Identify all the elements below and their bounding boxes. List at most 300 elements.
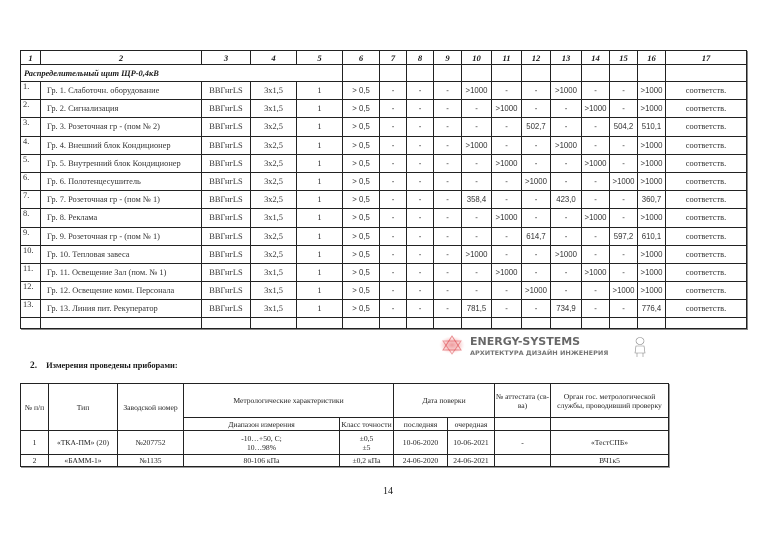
col-11: >1000	[492, 209, 522, 227]
row-number: 7.	[21, 191, 41, 209]
cable-brand: ВВГнгLS	[202, 118, 251, 136]
col-10: -	[462, 154, 492, 172]
col-12: 614,7	[522, 227, 551, 245]
column-header: 17	[666, 51, 747, 65]
group-name: Гр. 4. Внешний блок Кондиционер	[41, 136, 202, 154]
conformity-status: соответств.	[666, 263, 747, 281]
col-5: 1	[297, 300, 343, 318]
col-11: -	[492, 82, 522, 100]
row-last-date: 10-06-2020	[394, 431, 448, 455]
col-5: 1	[297, 209, 343, 227]
table-row	[21, 136, 747, 154]
cable-brand: ВВГнгLS	[202, 300, 251, 318]
col-15: -	[610, 82, 638, 100]
cable-section: 3х1,5	[251, 209, 297, 227]
conformity-status: соответств.	[666, 209, 747, 227]
col-11: -	[492, 282, 522, 300]
header-serial: Заводской номер	[118, 384, 184, 431]
col-6: > 0,5	[343, 209, 380, 227]
col-8: -	[407, 191, 434, 209]
col-5: 1	[297, 136, 343, 154]
conformity-status: соответств.	[666, 191, 747, 209]
col-16: >1000	[638, 100, 666, 118]
column-number-header-row	[21, 51, 747, 65]
col-13: -	[551, 263, 582, 281]
col-13: >1000	[551, 245, 582, 263]
conformity-status: соответств.	[666, 136, 747, 154]
row-number: 11.	[21, 263, 41, 281]
col-13: -	[551, 154, 582, 172]
cable-brand: ВВГнгLS	[202, 209, 251, 227]
col-6: > 0,5	[343, 154, 380, 172]
row-next-date: 10-06-2021	[448, 431, 495, 455]
row-number: 13.	[21, 300, 41, 318]
col-10: >1000	[462, 136, 492, 154]
cable-section: 3х1,5	[251, 100, 297, 118]
row-number: 1.	[21, 82, 41, 100]
column-header: 9	[434, 51, 462, 65]
col-10: >1000	[462, 245, 492, 263]
table-row	[21, 282, 747, 300]
col-11: -	[492, 172, 522, 190]
cable-section: 3х1,5	[251, 300, 297, 318]
col-11: >1000	[492, 154, 522, 172]
conformity-status: соответств.	[666, 154, 747, 172]
col-12: -	[522, 300, 551, 318]
group-name: Гр. 7. Розеточная гр - (пом № 1)	[41, 191, 202, 209]
conformity-status: соответств.	[666, 118, 747, 136]
column-header: 6	[343, 51, 380, 65]
cable-brand: ВВГнгLS	[202, 136, 251, 154]
col-6: > 0,5	[343, 191, 380, 209]
section-heading	[30, 361, 178, 371]
conformity-status: соответств.	[666, 300, 747, 318]
col-14: -	[582, 118, 610, 136]
col-14: >1000	[582, 100, 610, 118]
col-12: -	[522, 191, 551, 209]
section-title: Измерения проведены приборами:	[46, 361, 178, 370]
watermark-tagline: АРХИТЕКТУРА ДИЗАЙН ИНЖЕНЕРИЯ	[470, 349, 609, 357]
cable-brand: ВВГнгLS	[202, 263, 251, 281]
col-13: 423,0	[551, 191, 582, 209]
col-16: >1000	[638, 136, 666, 154]
col-6: > 0,5	[343, 100, 380, 118]
col-15: -	[610, 154, 638, 172]
col-13: -	[551, 227, 582, 245]
conformity-status: соответств.	[666, 282, 747, 300]
col-5: 1	[297, 245, 343, 263]
col-10: >1000	[462, 82, 492, 100]
col-9: -	[434, 209, 462, 227]
col-15: 597,2	[610, 227, 638, 245]
col-5: 1	[297, 263, 343, 281]
group-name: Гр. 9. Розеточная гр - (пом № 1)	[41, 227, 202, 245]
table-row	[21, 118, 747, 136]
cable-brand: ВВГнгLS	[202, 191, 251, 209]
col-6: > 0,5	[343, 172, 380, 190]
cable-section: 3х2,5	[251, 191, 297, 209]
header-range: Диапазон измерения	[184, 418, 340, 431]
cable-section: 3х2,5	[251, 136, 297, 154]
col-9: -	[434, 245, 462, 263]
col-7: -	[380, 191, 407, 209]
row-number: 10.	[21, 245, 41, 263]
measurement-results-table	[20, 50, 747, 329]
col-13: -	[551, 209, 582, 227]
header-row	[21, 384, 669, 418]
col-9: -	[434, 118, 462, 136]
col-8: -	[407, 118, 434, 136]
header-organization: Орган гос. метрологической службы, проводивший проверку	[551, 384, 669, 418]
col-14: -	[582, 136, 610, 154]
col-9: -	[434, 191, 462, 209]
col-6: > 0,5	[343, 136, 380, 154]
col-14: -	[582, 282, 610, 300]
col-7: -	[380, 118, 407, 136]
col-8: -	[407, 282, 434, 300]
group-name: Гр. 13. Линия пит. Рекуператор	[41, 300, 202, 318]
col-9: -	[434, 263, 462, 281]
star-logo-icon	[439, 336, 465, 354]
column-header: 4	[251, 51, 297, 65]
watermark-brand: ENERGY-SYSTEMS	[470, 335, 581, 348]
col-8: -	[407, 172, 434, 190]
row-last-date: 24-06-2020	[394, 455, 448, 467]
col-13: >1000	[551, 82, 582, 100]
table-row	[21, 172, 747, 190]
col-14: -	[582, 191, 610, 209]
empty-row	[21, 318, 747, 329]
row-organization: ВЧ1к5	[551, 455, 669, 467]
col-7: -	[380, 282, 407, 300]
col-10: -	[462, 172, 492, 190]
col-6: > 0,5	[343, 118, 380, 136]
column-header: 14	[582, 51, 610, 65]
row-serial: №207752	[118, 431, 184, 455]
header-certificate: № аттестата (св-ва)	[495, 384, 551, 418]
row-serial: №1135	[118, 455, 184, 467]
column-header: 8	[407, 51, 434, 65]
col-10: -	[462, 100, 492, 118]
row-certificate	[495, 455, 551, 467]
col-5: 1	[297, 191, 343, 209]
col-8: -	[407, 100, 434, 118]
col-11: >1000	[492, 263, 522, 281]
table-row	[21, 455, 669, 467]
conformity-status: соответств.	[666, 227, 747, 245]
col-15: -	[610, 300, 638, 318]
table-row	[21, 300, 747, 318]
col-9: -	[434, 172, 462, 190]
header-next: очередная	[448, 418, 495, 431]
col-11: -	[492, 300, 522, 318]
col-11: -	[492, 245, 522, 263]
col-10: -	[462, 118, 492, 136]
column-header: 7	[380, 51, 407, 65]
row-number: 3.	[21, 118, 41, 136]
col-8: -	[407, 209, 434, 227]
col-15: -	[610, 245, 638, 263]
row-num: 2	[21, 455, 49, 467]
row-type: «ТКА-ПМ» (20)	[49, 431, 118, 455]
cable-section: 3х2,5	[251, 227, 297, 245]
col-6: > 0,5	[343, 263, 380, 281]
row-type: «БАММ-1»	[49, 455, 118, 467]
header-type: Тип	[49, 384, 118, 431]
col-16: 360,7	[638, 191, 666, 209]
col-16: >1000	[638, 172, 666, 190]
col-5: 1	[297, 282, 343, 300]
group-name: Гр. 6. Полотенцесушитель	[41, 172, 202, 190]
col-10: 358,4	[462, 191, 492, 209]
col-12: -	[522, 154, 551, 172]
cable-section: 3х1,5	[251, 263, 297, 281]
table-row	[21, 263, 747, 281]
col-5: 1	[297, 172, 343, 190]
row-number: 8.	[21, 209, 41, 227]
col-10: 781,5	[462, 300, 492, 318]
instruments-table	[20, 383, 669, 467]
col-11: >1000	[492, 100, 522, 118]
col-7: -	[380, 172, 407, 190]
col-8: -	[407, 154, 434, 172]
col-9: -	[434, 282, 462, 300]
column-header: 11	[492, 51, 522, 65]
column-header: 1	[21, 51, 41, 65]
row-num: 1	[21, 431, 49, 455]
col-15: 504,2	[610, 118, 638, 136]
cable-section: 3х2,5	[251, 245, 297, 263]
col-6: > 0,5	[343, 300, 380, 318]
column-header: 13	[551, 51, 582, 65]
conformity-status: соответств.	[666, 100, 747, 118]
col-7: -	[380, 154, 407, 172]
header-num: № п/п	[21, 384, 49, 431]
group-name: Гр. 10. Тепловая завеса	[41, 245, 202, 263]
col-9: -	[434, 154, 462, 172]
table-row	[21, 245, 747, 263]
col-7: -	[380, 227, 407, 245]
col-15: >1000	[610, 172, 638, 190]
col-6: > 0,5	[343, 245, 380, 263]
col-14: -	[582, 300, 610, 318]
conformity-status: соответств.	[666, 172, 747, 190]
col-16: 776,4	[638, 300, 666, 318]
col-7: -	[380, 209, 407, 227]
col-14: -	[582, 172, 610, 190]
col-13: 734,9	[551, 300, 582, 318]
column-header: 15	[610, 51, 638, 65]
row-accuracy: ±0,2 кПа	[340, 455, 394, 467]
accuracy-line: ±0,5	[359, 433, 374, 443]
row-number: 12.	[21, 282, 41, 300]
group-name: Гр. 5. Внутренний блок Кондиционер	[41, 154, 202, 172]
cable-brand: ВВГнгLS	[202, 227, 251, 245]
col-8: -	[407, 82, 434, 100]
table-row	[21, 431, 669, 455]
col-14: -	[582, 227, 610, 245]
col-15: >1000	[610, 282, 638, 300]
col-10: -	[462, 263, 492, 281]
group-name: Гр. 1. Слаботочн. оборудование	[41, 82, 202, 100]
cable-brand: ВВГнгLS	[202, 172, 251, 190]
col-15: -	[610, 100, 638, 118]
col-12: -	[522, 209, 551, 227]
col-7: -	[380, 82, 407, 100]
group-name: Гр. 3. Розеточная гр - (пом № 2)	[41, 118, 202, 136]
row-number: 2.	[21, 100, 41, 118]
col-14: >1000	[582, 209, 610, 227]
col-10: -	[462, 282, 492, 300]
col-16: >1000	[638, 209, 666, 227]
col-15: -	[610, 263, 638, 281]
col-7: -	[380, 245, 407, 263]
col-16: 510,1	[638, 118, 666, 136]
section-row	[21, 65, 747, 82]
page-number: 14	[383, 486, 393, 497]
col-9: -	[434, 82, 462, 100]
column-header: 5	[297, 51, 343, 65]
cable-brand: ВВГнгLS	[202, 154, 251, 172]
col-15: -	[610, 209, 638, 227]
col-5: 1	[297, 100, 343, 118]
row-range	[184, 431, 340, 455]
col-7: -	[380, 300, 407, 318]
col-11: -	[492, 227, 522, 245]
col-5: 1	[297, 118, 343, 136]
col-12: -	[522, 263, 551, 281]
col-12: >1000	[522, 172, 551, 190]
row-organization: «ТестСПБ»	[551, 431, 669, 455]
col-12: -	[522, 136, 551, 154]
col-5: 1	[297, 227, 343, 245]
col-8: -	[407, 245, 434, 263]
row-number: 5.	[21, 154, 41, 172]
group-name: Гр. 11. Освещение Зал (пом. № 1)	[41, 263, 202, 281]
row-number: 4.	[21, 136, 41, 154]
col-12: >1000	[522, 282, 551, 300]
col-15: -	[610, 191, 638, 209]
cable-brand: ВВГнгLS	[202, 245, 251, 263]
table-row	[21, 209, 747, 227]
col-13: -	[551, 100, 582, 118]
col-10: -	[462, 209, 492, 227]
conformity-status: соответств.	[666, 82, 747, 100]
table-row	[21, 100, 747, 118]
col-7: -	[380, 100, 407, 118]
row-number: 6.	[21, 172, 41, 190]
col-9: -	[434, 300, 462, 318]
col-9: -	[434, 227, 462, 245]
group-name: Гр. 12. Освещение комн. Персонала	[41, 282, 202, 300]
column-header: 2	[41, 51, 202, 65]
row-number: 9.	[21, 227, 41, 245]
col-12: -	[522, 100, 551, 118]
col-12: -	[522, 82, 551, 100]
col-9: -	[434, 136, 462, 154]
col-6: > 0,5	[343, 282, 380, 300]
cable-section: 3х2,5	[251, 172, 297, 190]
col-5: 1	[297, 82, 343, 100]
col-15: -	[610, 136, 638, 154]
col-11: -	[492, 191, 522, 209]
engineer-figure-icon	[635, 338, 645, 358]
header-accuracy: Класс точности	[341, 419, 392, 429]
col-10: -	[462, 227, 492, 245]
col-12: -	[522, 245, 551, 263]
col-12: 502,7	[522, 118, 551, 136]
col-13: -	[551, 282, 582, 300]
table-row	[21, 227, 747, 245]
column-header: 10	[462, 51, 492, 65]
col-14: -	[582, 82, 610, 100]
section-title: Распределительный щит ЩР-0,4кВ	[21, 65, 343, 82]
col-16: >1000	[638, 154, 666, 172]
cable-section: 3х1,5	[251, 82, 297, 100]
row-certificate: -	[495, 431, 551, 455]
col-14: >1000	[582, 263, 610, 281]
row-next-date: 24-06-2021	[448, 455, 495, 467]
cable-brand: ВВГнгLS	[202, 282, 251, 300]
cable-brand: ВВГнгLS	[202, 100, 251, 118]
cable-section: 3х1,5	[251, 282, 297, 300]
group-name: Гр. 2. Сигнализация	[41, 100, 202, 118]
col-16: >1000	[638, 263, 666, 281]
col-9: -	[434, 100, 462, 118]
col-11: -	[492, 118, 522, 136]
row-range: 80-106 кПа	[184, 455, 340, 467]
group-name: Гр. 8. Реклама	[41, 209, 202, 227]
header-verification-date: Дата поверки	[394, 384, 495, 418]
col-13: -	[551, 118, 582, 136]
column-header: 16	[638, 51, 666, 65]
table-row	[21, 82, 747, 100]
header-last: последняя	[394, 418, 448, 431]
header-metrological: Метрологические характеристики	[184, 384, 394, 418]
col-16: >1000	[638, 82, 666, 100]
table-row	[21, 154, 747, 172]
col-8: -	[407, 300, 434, 318]
col-16: >1000	[638, 245, 666, 263]
row-accuracy	[340, 431, 394, 455]
range-line: 10…98%	[246, 442, 277, 452]
range-line: -10…+50, С;	[241, 433, 282, 443]
col-14: >1000	[582, 154, 610, 172]
cable-brand: ВВГнгLS	[202, 82, 251, 100]
col-8: -	[407, 227, 434, 245]
cable-section: 3х2,5	[251, 154, 297, 172]
conformity-status: соответств.	[666, 245, 747, 263]
column-header: 12	[522, 51, 551, 65]
col-6: > 0,5	[343, 82, 380, 100]
table-row	[21, 191, 747, 209]
column-header: 3	[202, 51, 251, 65]
col-11: -	[492, 136, 522, 154]
col-7: -	[380, 136, 407, 154]
col-8: -	[407, 136, 434, 154]
col-7: -	[380, 263, 407, 281]
col-6: > 0,5	[343, 227, 380, 245]
accuracy-line: ±5	[362, 442, 371, 452]
section-number: 2.	[30, 361, 38, 371]
col-13: -	[551, 172, 582, 190]
col-14: -	[582, 245, 610, 263]
col-16: >1000	[638, 282, 666, 300]
col-16: 610,1	[638, 227, 666, 245]
col-13: >1000	[551, 136, 582, 154]
col-5: 1	[297, 154, 343, 172]
col-8: -	[407, 263, 434, 281]
